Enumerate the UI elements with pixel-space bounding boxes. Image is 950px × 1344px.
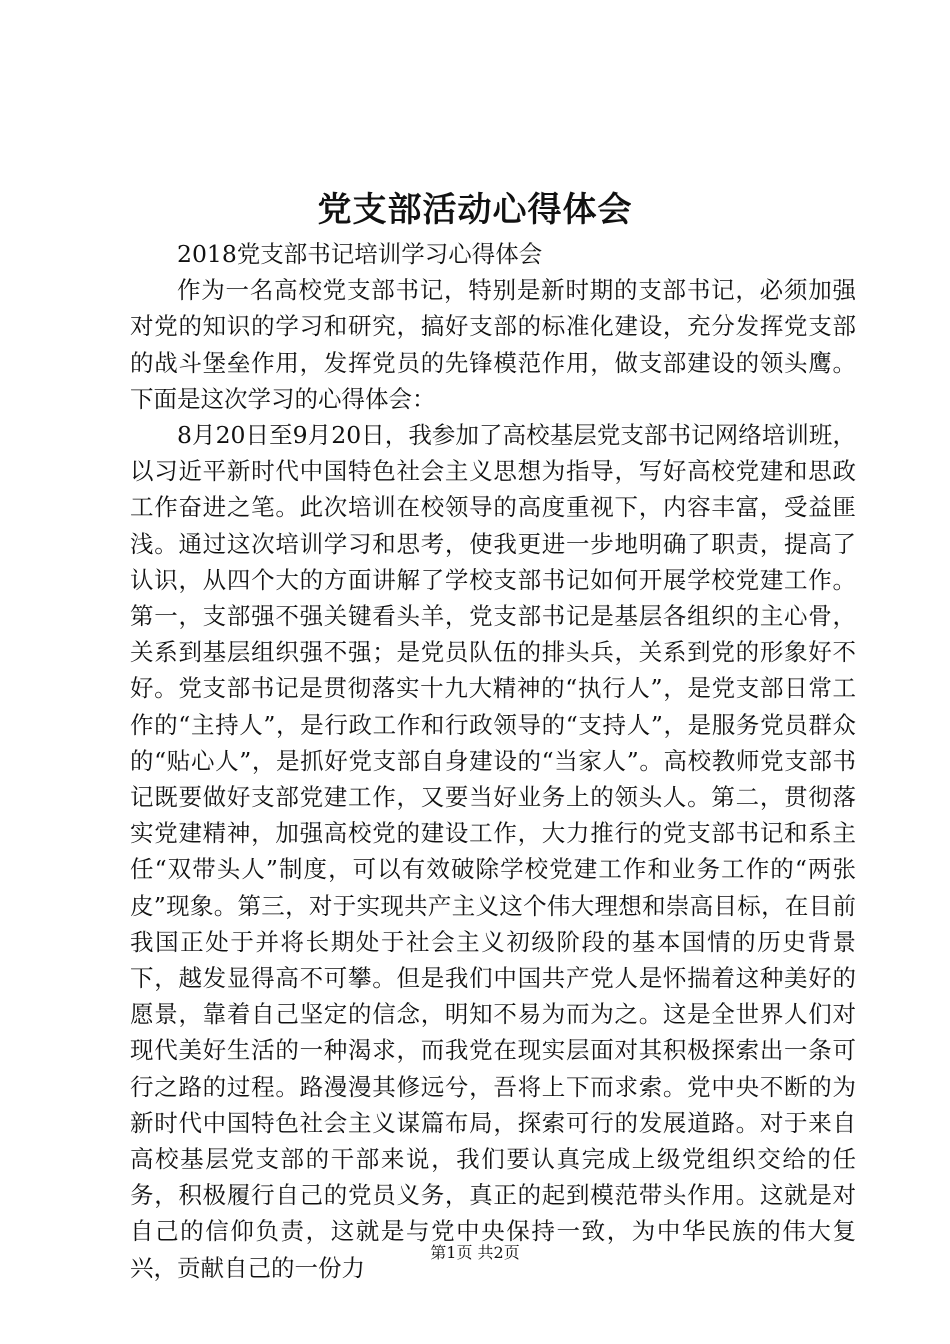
- page-number-footer: 第1页 共2页: [430, 1243, 520, 1262]
- subtitle-paragraph: 2018党支部书记培训学习心得体会: [177, 240, 543, 268]
- intro-paragraph: 作为一名高校党支部书记，特别是新时期的支部书记，必须加强对党的知识的学习和研究，搞好支部的标准化建设，充分发挥党支部的战斗堡垒作用，发挥党员的先锋模范作用，做支部建设的领头鹰。下面是这次学习的心得体会：: [130, 276, 856, 413]
- main-paragraph: 8月20日至9月20日，我参加了高校基层党支部书记网络培训班，以习近平新时代中国特色社会主义思想为指导，写好高校党建和思政工作奋进之笔。此次培训在校领导的高度重视下，内容丰富，受益匪浅。通过这次培训学习和思考，使我更进一步地明确了职责，提高了认识，从四个大的方面讲解了学校支部书记如何开展学校党建工作。第一，支部强不强关键看头羊，党支部书记是基层各组织的主心骨，关系到基层组织强不强；是党员队伍的排头兵，关系到党的形象好不好。党支部书记是贯彻落实十九大精神的“执行人”，是党支部日常工作的“主持人”，是行政工作和行政领导的“支持人”，是服务党员群众的“贴心人”，是抓好党支部自身建设的“当家人”。高校教师党支部书记既要做好支部党建工作，又要当好业务上的领头人。第二，贯彻落实党建精神，加强高校党的建设工作，大力推行的党支部书记和系主任“双带头人”制度，可以有效破除学校党建工作和业务工作的“两张皮”现象。第三，对于实现共产主义这个伟大理想和崇高目标，在目前我国正处于并将长期处于社会主义初级阶段的基本国情的历史背景下，越发显得高不可攀。但是我们中国共产党人是怀揣着这种美好的愿景，靠着自己坚定的信念，明知不易为而为之。这是全世界人们对现代美好生活的一种渴求，而我党在现实层面对其积极探索出一条可行之路的过程。路漫漫其修远兮，吾将上下而求索。党中央不断的为新时代中国特色社会主义谋篇布局，探索可行的发展道路。对于来自高校基层党支部的干部来说，我们要认真完成上级党组织交给的任务，积极履行自己的党员义务，真正的起到模范带头作用。这就是对自己的信仰负责，这就是与党中央保持一致，为中华民族的伟大复兴，贡献自己的一份力: [130, 421, 856, 1282]
- document-body: [130, 236, 856, 1286]
- document-title: 党支部活动心得体会: [317, 190, 633, 230]
